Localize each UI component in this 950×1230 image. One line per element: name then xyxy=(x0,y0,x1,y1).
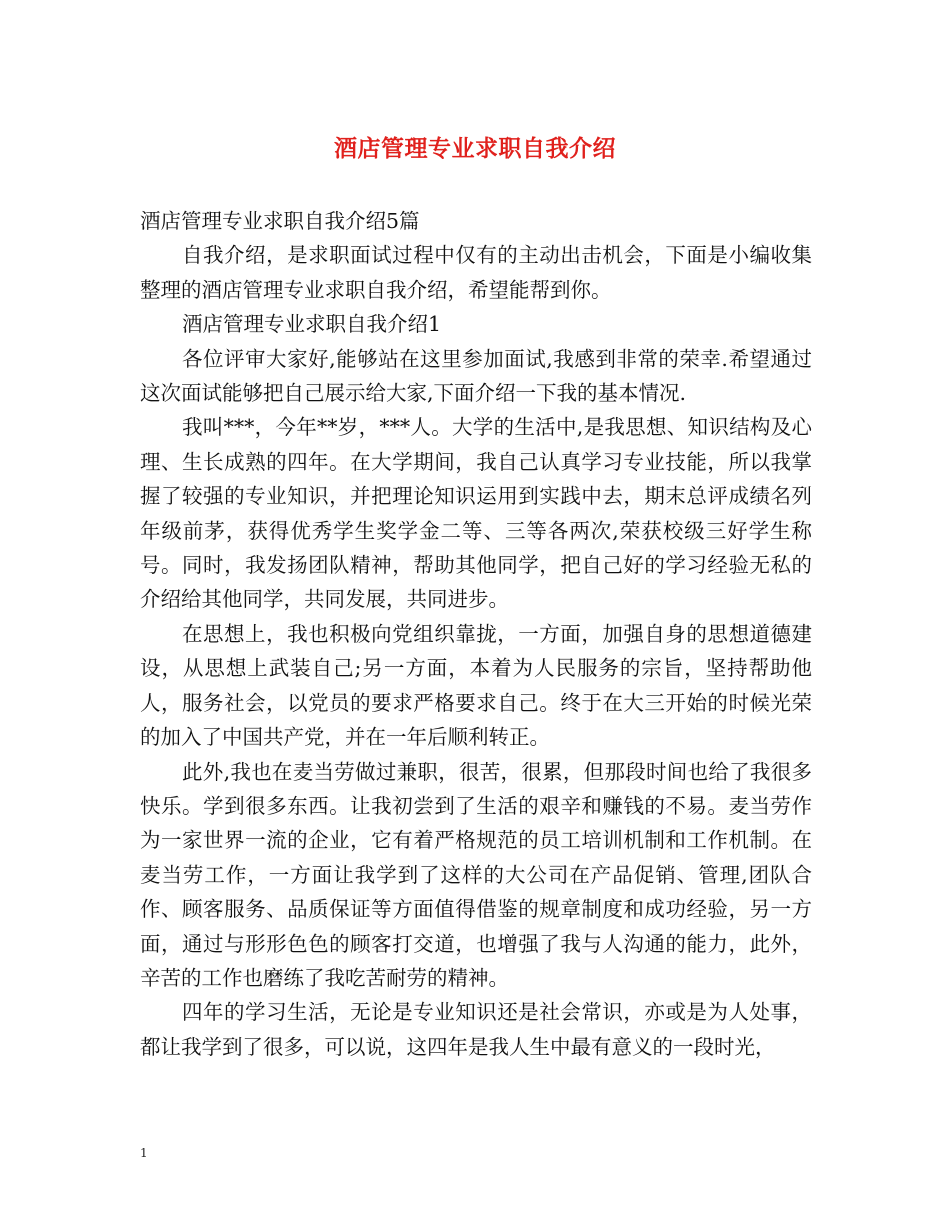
page-number: 1 xyxy=(140,1146,148,1160)
intro-paragraph: 自我介绍，是求职面试过程中仅有的主动出击机会，下面是小编收集整理的酒店管理专业求职自我介绍，希望能帮到你。 xyxy=(140,243,812,302)
body-paragraph: 我叫***，今年**岁，***人。大学的生活中,是我思想、知识结构及心理、生长成熟的四年。在大学期间，我自己认真学习专业技能，所以我掌握了较强的专业知识，并把理论知识运用到实践中去，期末总评成绩名列年级前茅，获得优秀学生奖学金二等、三等各两次,荣获校级三好学生称号。同时，我发扬团队精神，帮助其他同学，把自己好的学习经验无私的介绍给其他同学，共同发展，共同进步。 xyxy=(140,415,812,612)
subtitle-paragraph: 酒店管理专业求职自我介绍5篇 xyxy=(140,209,420,233)
document-body xyxy=(140,204,812,1064)
body-paragraph: 此外,我也在麦当劳做过兼职，很苦，很累，但那段时间也给了我很多快乐。学到很多东西。让我初尝到了生活的艰辛和赚钱的不易。麦当劳作为一家世界一流的企业，它有着严格规范的员工培训机制和工作机制。在麦当劳工作，一方面让我学到了这样的大公司在产品促销、管理,团队合作、顾客服务、品质保证等方面值得借鉴的规章制度和成功经验，另一方面，通过与形形色色的顾客打交道，也增强了我与人沟通的能力，此外，辛苦的工作也磨练了我吃苦耐劳的精神。 xyxy=(140,759,812,990)
body-paragraph: 在思想上，我也积极向党组织靠拢，一方面，加强自身的思想道德建设，从思想上武装自己;另一方面，本着为人民服务的宗旨，坚持帮助他人，服务社会，以党员的要求严格要求自己。终于在大三开始的时候光荣的加入了中国共产党，并在一年后顺利转正。 xyxy=(140,621,812,750)
body-paragraph: 各位评审大家好,能够站在这里参加面试,我感到非常的荣幸.希望通过这次面试能够把自己展示给大家,下面介绍一下我的基本情况. xyxy=(140,346,812,406)
body-paragraph: 四年的学习生活，无论是专业知识还是社会常识，亦或是为人处事，都让我学到了很多，可以说，这四年是我人生中最有意义的一段时光， xyxy=(140,1000,812,1059)
document-title: 酒店管理专业求职自我介绍 xyxy=(334,135,616,162)
section-heading: 酒店管理专业求职自我介绍1 xyxy=(182,312,442,337)
